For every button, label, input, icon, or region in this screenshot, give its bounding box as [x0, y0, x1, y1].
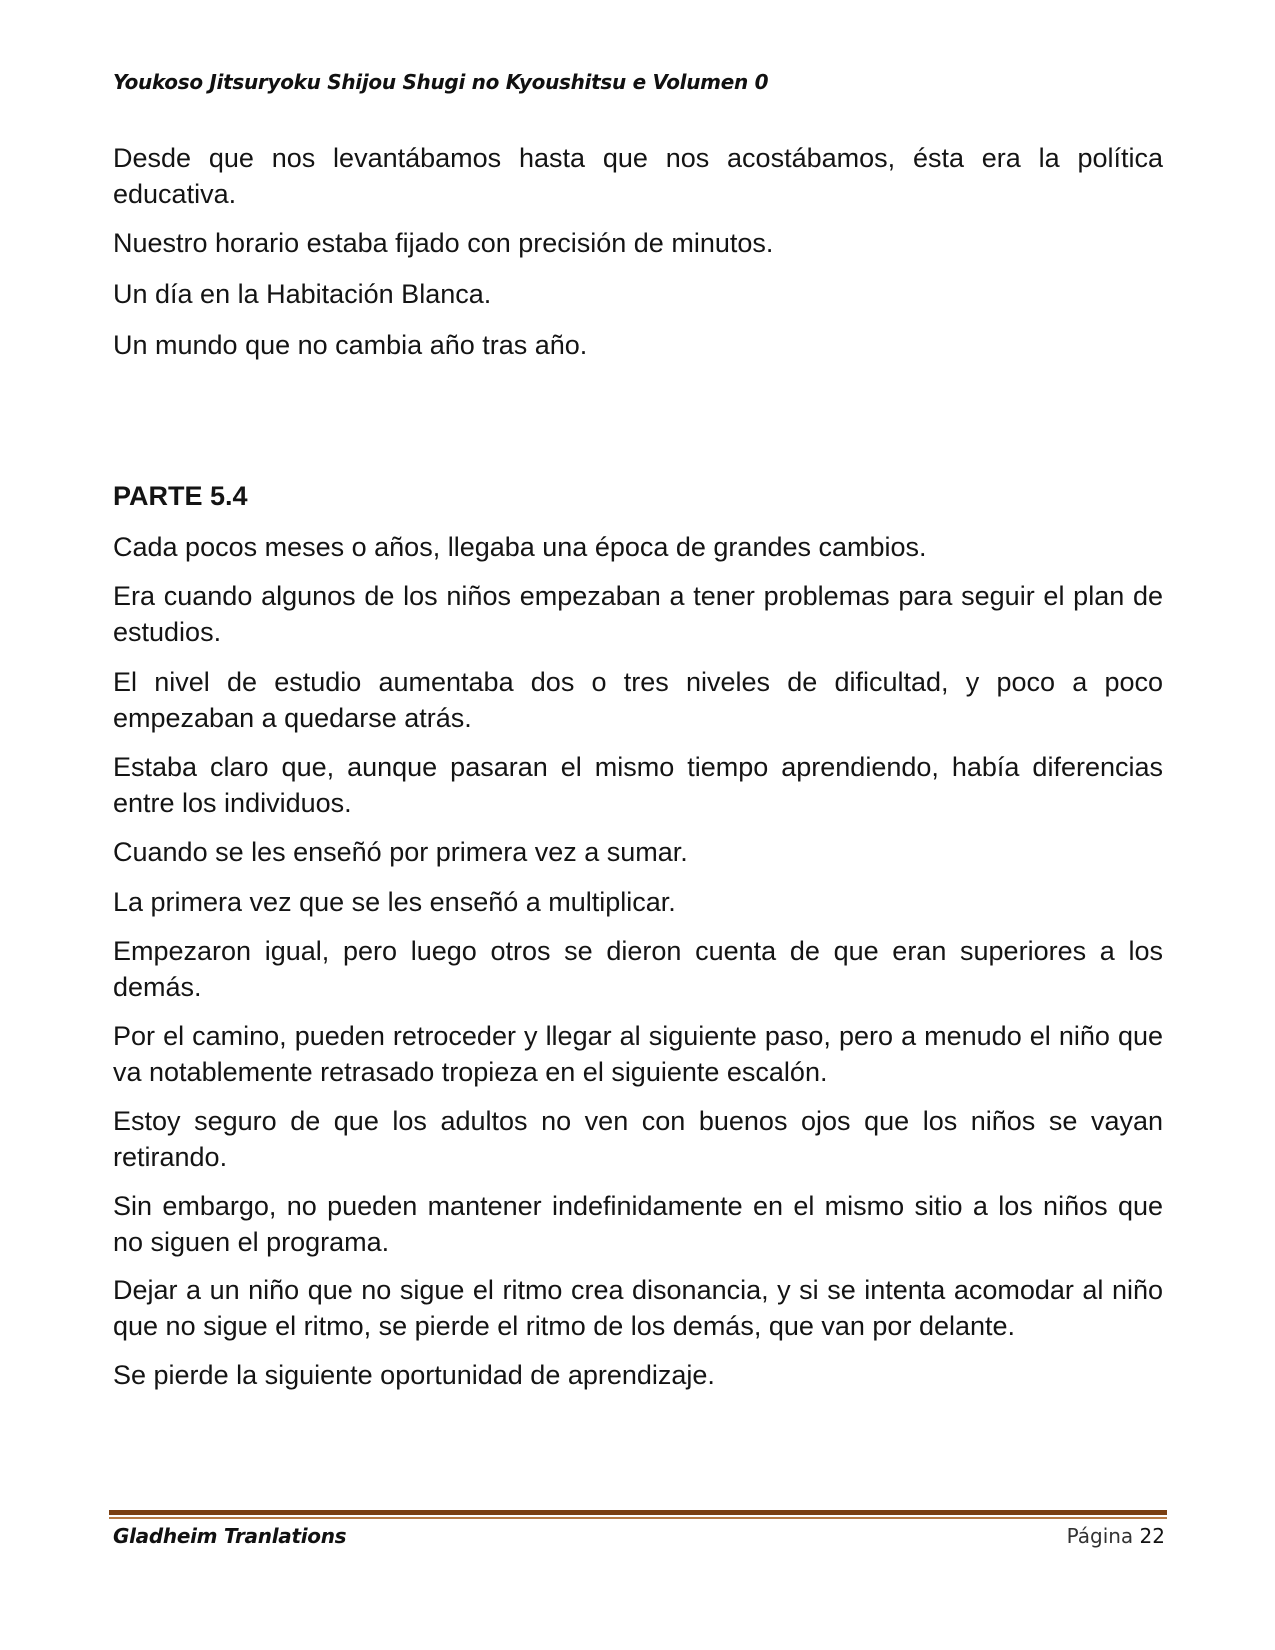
paragraph: Cuando se les enseñó por primera vez a sumar. — [113, 837, 688, 867]
paragraph: Un día en la Habitación Blanca. — [113, 279, 492, 309]
paragraph: Era cuando algunos de los niños empezaban a tener problemas para seguir el plan de estudios. — [113, 581, 1163, 647]
paragraph: Nuestro horario estaba fijado con precisión de minutos. — [113, 228, 774, 258]
footer-divider-thin — [109, 1517, 1167, 1519]
section-heading: PARTE 5.4 — [113, 481, 248, 511]
footer-page-indicator — [1067, 1524, 1165, 1548]
footer-divider — [109, 1510, 1167, 1519]
paragraph: Un mundo que no cambia año tras año. — [113, 330, 588, 360]
paragraph: Cada pocos meses o años, llegaba una época de grandes cambios. — [113, 532, 927, 562]
paragraph: Por el camino, pueden retroceder y llegar al siguiente paso, pero a menudo el niño que va notablemente retrasado tropieza en el siguiente escalón. — [113, 1021, 1163, 1087]
paragraph: Estaba claro que, aunque pasaran el mismo tiempo aprendiendo, había diferencias entre los individuos. — [113, 752, 1163, 818]
paragraph: Desde que nos levantábamos hasta que nos acostábamos, ésta era la política educativa. — [113, 143, 1163, 209]
footer-publisher: Gladheim Tranlations — [113, 1524, 347, 1548]
running-header-title: Youkoso Jitsuryoku Shijou Shugi no Kyoushitsu e Volumen 0 — [113, 70, 769, 94]
paragraph: La primera vez que se les enseñó a multiplicar. — [113, 887, 676, 917]
paragraph: Se pierde la siguiente oportunidad de aprendizaje. — [113, 1360, 715, 1390]
paragraph: Estoy seguro de que los adultos no ven con buenos ojos que los niños se vayan retirando. — [113, 1106, 1163, 1172]
paragraph: Dejar a un niño que no sigue el ritmo crea disonancia, y si se intenta acomodar al niño que no sigue el ritmo, se pierde el ritmo de los demás, que van por delante. — [113, 1275, 1163, 1341]
paragraph: El nivel de estudio aumentaba dos o tres niveles de dificultad, y poco a poco empezaban a quedarse atrás. — [113, 667, 1163, 733]
paragraph: Sin embargo, no pueden mantener indefinidamente en el mismo sitio a los niños que no siguen el programa. — [113, 1191, 1163, 1257]
footer-page-label: Página — [1066, 1524, 1134, 1548]
paragraph: Empezaron igual, pero luego otros se dieron cuenta de que eran superiores a los demás. — [113, 936, 1163, 1002]
footer-page-number: 22 — [1139, 1524, 1165, 1548]
